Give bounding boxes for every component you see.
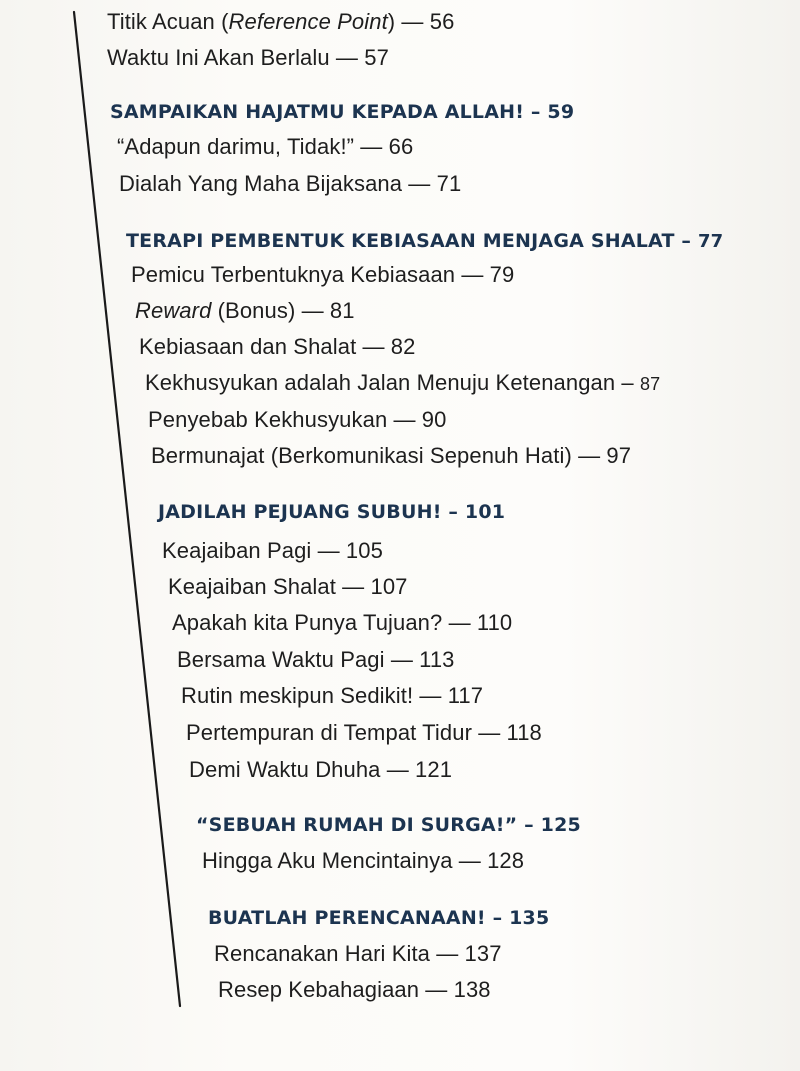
toc-entry bbox=[162, 538, 383, 564]
toc-entry bbox=[186, 720, 542, 746]
toc-text-italic: Reference Point bbox=[228, 9, 388, 34]
toc-text: Hingga Aku Mencintainya — 128 bbox=[202, 848, 525, 873]
toc-chapter-heading bbox=[158, 499, 505, 525]
toc-entry bbox=[218, 977, 491, 1003]
toc-chapter-heading bbox=[208, 905, 549, 931]
toc-entry bbox=[172, 610, 512, 636]
toc-entry bbox=[202, 848, 524, 874]
toc-text: Rencanakan Hari Kita — 137 bbox=[214, 941, 502, 966]
toc-text: Kebiasaan dan Shalat — 82 bbox=[139, 334, 416, 359]
toc-entry bbox=[107, 45, 389, 71]
toc-text: “Adapun darimu, Tidak!” — 66 bbox=[117, 134, 414, 159]
toc-text: Pemicu Terbentuknya Kebiasaan — 79 bbox=[131, 262, 515, 287]
toc-text: JADILAH PEJUANG SUBUH! – 101 bbox=[158, 501, 506, 523]
toc-text: Penyebab Kekhusyukan — 90 bbox=[148, 407, 447, 432]
toc-entry bbox=[139, 334, 415, 360]
toc-text: SAMPAIKAN HAJATMU KEPADA ALLAH! – 59 bbox=[110, 101, 575, 123]
toc-text: Apakah kita Punya Tujuan? — 110 bbox=[172, 610, 513, 635]
toc-text: Keajaiban Pagi — 105 bbox=[162, 538, 383, 563]
toc-chapter-heading bbox=[196, 812, 581, 838]
toc-text-italic: Reward bbox=[135, 298, 212, 323]
toc-text: Waktu Ini Akan Berlalu — 57 bbox=[107, 45, 389, 70]
toc-entry bbox=[181, 683, 483, 709]
toc-text: Rutin meskipun Sedikit! — 117 bbox=[181, 683, 484, 708]
toc-chapter-heading bbox=[126, 228, 723, 255]
toc-text: (Bonus) — 81 bbox=[211, 298, 355, 323]
toc-text: Dialah Yang Maha Bijaksana — 71 bbox=[119, 171, 462, 196]
toc-text: 87 bbox=[639, 374, 661, 394]
toc-text: TERAPI PEMBENTUK KEBIASAAN MENJAGA SHALAT – bbox=[126, 230, 698, 252]
toc-entry bbox=[145, 370, 660, 397]
toc-text: Keajaiban Shalat — 107 bbox=[168, 574, 408, 599]
toc-text: Kekhusyukan adalah Jalan Menuju Ketenangan – bbox=[145, 370, 640, 395]
toc-text: BUATLAH PERENCANAAN! – 135 bbox=[208, 907, 550, 929]
toc-entry bbox=[148, 407, 446, 433]
toc-text: Bersama Waktu Pagi — 113 bbox=[177, 647, 455, 672]
toc-text: “SEBUAH RUMAH DI SURGA!” – 125 bbox=[196, 814, 581, 836]
toc-text: Resep Kebahagiaan — 138 bbox=[218, 977, 491, 1002]
toc-text: Bermunajat (Berkomunikasi Sepenuh Hati) — 97 bbox=[151, 443, 632, 468]
toc-entry bbox=[214, 941, 502, 967]
toc-entry bbox=[135, 298, 355, 324]
toc-entry bbox=[177, 647, 455, 673]
toc-text: Titik Acuan ( bbox=[107, 9, 229, 34]
toc-entry bbox=[151, 443, 631, 469]
toc-text: Demi Waktu Dhuha — 121 bbox=[189, 757, 453, 782]
toc-entry bbox=[131, 262, 514, 288]
toc-text: 77 bbox=[697, 231, 724, 252]
toc-text: Pertempuran di Tempat Tidur — 118 bbox=[186, 720, 542, 745]
toc-entry bbox=[119, 171, 461, 197]
toc-entry bbox=[189, 757, 452, 783]
toc-entry bbox=[107, 9, 454, 35]
toc-entry bbox=[168, 574, 407, 600]
toc-text: ) — 56 bbox=[387, 9, 455, 34]
toc-entry bbox=[117, 134, 413, 160]
toc-chapter-heading bbox=[110, 99, 574, 125]
